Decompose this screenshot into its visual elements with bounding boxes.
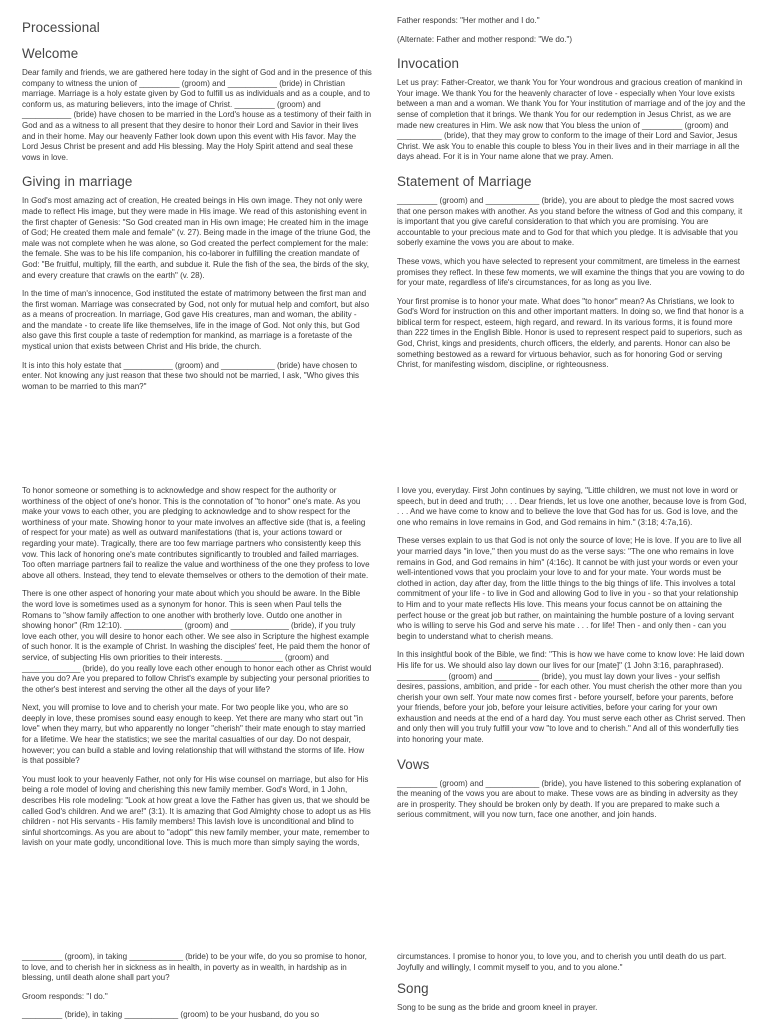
giving-paragraph-3: It is into this holy estate that ___________ (groom) and ____________ (bride) have chosen to enter. Not knowing any just reason that these two should not be married, I ask, "Who gives this woman to be married to this man?" bbox=[22, 360, 359, 391]
heading-welcome: Welcome bbox=[22, 46, 79, 61]
heading-giving-in-marriage: Giving in marriage bbox=[22, 174, 133, 190]
first-john-paragraph: I love you, everyday. First John continues by saying, "Little children, we must not love in word or speech, but in deed and truth; . . . Dear friends, let us love one another, because love is from God, . . . And we have come to know and to believe the love that God has for us. God is love, and the one who remains in love remains in God, and God remains in him." (3:18; 4:7a,16). bbox=[397, 486, 747, 527]
lay-down-lives-paragraph: In this insightful book of the Bible, we find: "This is how we have come to know love: He laid down His life for us. We should also lay down our lives for our [mate]" (1 John 3:16, paraphrased). ___________ (groom) and __________ (bride), you must lay down your lives - your selfish desires, passions, ambition, and pride - for each other. You must cherish the other more than you cherish your own self. Your mate now comes first - before yourself, before your parents, before your friends, before your job, before your leisure activities, before your caring for your own exhaustion and needs at the end of a hard day. You must serve each other as Christ served. Then and only then will you truly fulfill your vow "to love and to cherish." And all of this wonderfully ties into honoring your mate. bbox=[397, 650, 746, 745]
welcome-paragraph: Dear family and friends, we are gathered here today in the sight of God and in the presence of this company to witness the union of _________ (groom) and ___________ (bride) in Christian marriage. Marriage is a holy estate given by God to fulfill us as individuals and as a couple, and to conform us, as maturing believers, into the image of Christ. _________ (groom) and ___________ (bride) have chosen to be married in the Lord's house as a testimony of their faith in God and as a witness to all present that they desire to honor their Lord and Savior in their lives and in their home. May our heavenly Father look down upon this event with His favor. May the Lord Jesus Christ be present and add His blessing. May the Holy Spirit attend and seal these vows in love. bbox=[22, 68, 372, 162]
page-2-right-column bbox=[397, 486, 747, 829]
song-paragraph: Song to be sung as the bride and groom kneel in prayer. bbox=[397, 1003, 598, 1013]
groom-vow-question: _________ (groom), in taking ____________ (bride) to be your wife, do you so promise to honor, to love, and to cherish her in sickness as in health, in poverty as in wealth, in hardship as in blessing, until death alone shall part you? bbox=[22, 952, 367, 983]
alternate-response: (Alternate: Father and mother respond: "We do.") bbox=[397, 34, 573, 44]
heading-statement-of-marriage: Statement of Marriage bbox=[397, 173, 532, 189]
love-cherish-paragraph: Next, you will promise to love and to cherish your mate. For two people like you, who are so deeply in love, these promises sound easy enough to keep. Yet there are many who start out "in love" when they marry, but who apparently no longer "cherish" their mate enough to stay married for a lifetime. We hear the statistics; we see the marital casualties of our day. Do not despair, however; you can build a stable and loving relationship that will withstand the storms of life. How is that possible? bbox=[22, 703, 366, 766]
page-3-right-column bbox=[397, 952, 747, 1022]
heading-processional: Processional bbox=[22, 20, 100, 35]
statement-paragraph-1: _________ (groom) and ____________ (bride), you are about to pledge the most sacred vows that one person makes with another. As you stand before the witness of God and this company, it is important that you give careful consideration to that which you are promising. You are accountable to your precious mate and to God for that which you pledge. It is advisable that you soberly examine the vows you are about to make. bbox=[397, 195, 743, 248]
statement-paragraph-3: Your first promise is to honor your mate. What does "to honor" mean? As Christians, we look to God's Word for instruction on this and other important matters. In doing so, we find that honor is a biblical term for respect, esteem, high regard, and reward. In its various forms, it is found more than 222 times in the English Bible. Honor is used to represent respect paid to superiors, such as God, Christ, kings and presidents, church officers, the elderly, and parents. Honor can also be something bestowed as a reward for virtuous behavior, such as for honoring God or serving Christ, for manifesting wisdom, discipline, or righteousness. bbox=[397, 296, 744, 370]
document-page-1 bbox=[0, 0, 768, 462]
page-1-left-column bbox=[22, 16, 372, 400]
honor-paragraph-2: There is one other aspect of honoring your mate about which you should be aware. In the Bible the word love is sometimes used as a synonym for honor. This is seen when Paul tells the Romans to "show family affection to one another with brotherly love. Outdo one another in showing honor" (Rm 12:10). _____________ (groom) and _____________ (bride), if you truly love each other, you will desire to honor each other. We see also in Scripture the highest example of such honor. It is the example of Christ. In washing the disciples' feet, He paid them the honor of service, of subjecting His own priorities to their interests. _____________ (groom) and _____________ (bride), do you really love each other enough to honor each other as Christ would have you do? Are you prepared to follow Christ's example by subjecting your personal priorities to the other's best interest and serving the other all the days of your life? bbox=[22, 589, 372, 694]
father-response: Father responds: "Her mother and I do." bbox=[397, 16, 540, 25]
page-1-right-column bbox=[397, 16, 747, 379]
document-page-3 bbox=[0, 944, 768, 1024]
heading-invocation: Invocation bbox=[397, 56, 460, 72]
honor-paragraph-1: To honor someone or something is to acknowledge and show respect for the authority or worthiness of the object of one's honor. This is the connotation of "to honor" one's mate. As you make your vows to each other, you are pledging to acknowledge and to show respect for the worthiness of your mate. Showing honor to your mate involves an affective side (that is, a feeling of respect for your mate) as well as outward manifestations (that is, your actions toward or regarding your mate). Tragically, there are too few marriage partners who consistently keep this vow. This lack of honoring one's mate contributes significantly to troubled and failed marriages. Too often marriage partners fail to realize the value and worthiness of the one they profess to love above all others. Instead, they tend to elevate themselves or others to the demotion of their mate. bbox=[22, 486, 370, 580]
giving-paragraph-2: In the time of man's innocence, God instituted the estate of matrimony between the first man and the first woman. Marriage was consecrated by God, not only for mutual help and comfort, but also as a means of procreation. In marriage, God gave His creatures, man and woman, the ability - and the mandate - to create life like themselves, life in the image of God. Not only this, but God also gave this first couple a taste of redemption for mankind, as marriage is a foretaste of the mystical union that exists between Christ and His bride, the church. bbox=[22, 289, 370, 352]
document-page-2 bbox=[0, 474, 768, 926]
bride-vow-question: _________ (bride), in taking ____________ (groom) to be your husband, do you so bbox=[22, 1010, 320, 1020]
groom-response: Groom responds: "I do." bbox=[22, 991, 108, 1001]
giving-paragraph-1: In God's most amazing act of creation, He created beings in His own image. They not only were made to reflect His image, but they were made in His image. We read of this astonishing event in the first chapter of Genesis: "So God created man in His own image; He created him in the image of God; He created them male and female" (v. 27). Being made in the image of the triune God, the male was not complete when he was alone, so God created the perfect complement for the male: the female. She was to be his life companion, his co-laborer in fulfilling the creation mandate of God: "Be fruitful, multiply, fill the earth, and subdue it. Rule the fish of the sea, the birds of the sky, and every creature that crawls on the earth" (v. 28). bbox=[22, 196, 371, 280]
vows-paragraph: _________ (groom) and ____________ (bride), you have listened to this sobering explanation of the meaning of the vows you are about to make. These vows are as binding in adversity as they are in prosperity. They should be broken only by death. If you are prepared to make such a serious commitment, will you now turn, face one another, and join hands. bbox=[397, 778, 742, 820]
page-2-left-column bbox=[22, 486, 372, 857]
page-3-left-column bbox=[22, 952, 372, 1024]
god-is-love-paragraph: These verses explain to us that God is not only the source of love; He is love. If you are to live all your married days "in love," then you must do as the verse says: "The one who remains in love remains in God, and God remains in him" (4:16c). It cannot be with just your words or even your well-intentioned vows that you proclaim your love to and for your mate. Your words must be clothed in action, day after day, from the little things to the big things of life. This involves a total commitment of your life - to live in God and allowing God to live in you - so that your relationship to Him and to your mate reflects His love. This means your focus cannot be on attaining the perfect house or the great job but rather, on maintaining the humble posture of a loving servant who is willing to serve his God and serve his mate . . . for life! Then - and only then - can you begin to understand what to cherish means. bbox=[397, 536, 742, 641]
heavenly-father-paragraph: You must look to your heavenly Father, not only for His wise counsel on marriage, but also for His being a role model of loving and cherishing this new family member. God's Word, in 1 John, describes His role modeling: "Look at how great a love the Father has given us, that we should be called God's children. And we are!" (3:1). It is amazing that God Almighty chose to adopt us as His children - not His servants - His family members! This lavish love is unconditional and blind to sinful shortcomings. As you are about to "adopt" this new family member, your mate, remember to lavish on your mate godly, unconditional love. This is much more than simply saying the words, bbox=[22, 774, 371, 848]
statement-paragraph-2: These vows, which you have selected to represent your commitment, are timeless in the earnest promises they reflect. In these few moments, we will examine the things that you are vowing to do for your mate, regardless of life's circumstances, for as long as you live. bbox=[397, 256, 745, 288]
heading-song: Song bbox=[397, 981, 429, 997]
invocation-paragraph: Let us pray: Father-Creator, we thank You for Your wondrous and gracious creation of mankind in Your image. We thank You for the heavenly character of love - especially when Your love exists between a man and a woman. We thank You for Your institution of marriage and of the joy and the sense of completion that it brings. We thank You for our redemption in Jesus Christ, as we are made new creatures in Him. We ask now that You bless the union of _________ (groom) and __________ (bride), that they may grow to conform to the image of their Lord and Savior, Jesus Christ. We ask You to enable this couple to bless You in their lives and in their marriage in all the days ahead. For it is in Your name alone that we pray. Amen. bbox=[397, 78, 746, 162]
vow-promise-text: circumstances. I promise to honor you, to love you, and to cherish you until death do us part. Joyfully and willingly, I commit myself to you, and to you alone." bbox=[397, 952, 727, 972]
heading-vows: Vows bbox=[397, 756, 430, 772]
